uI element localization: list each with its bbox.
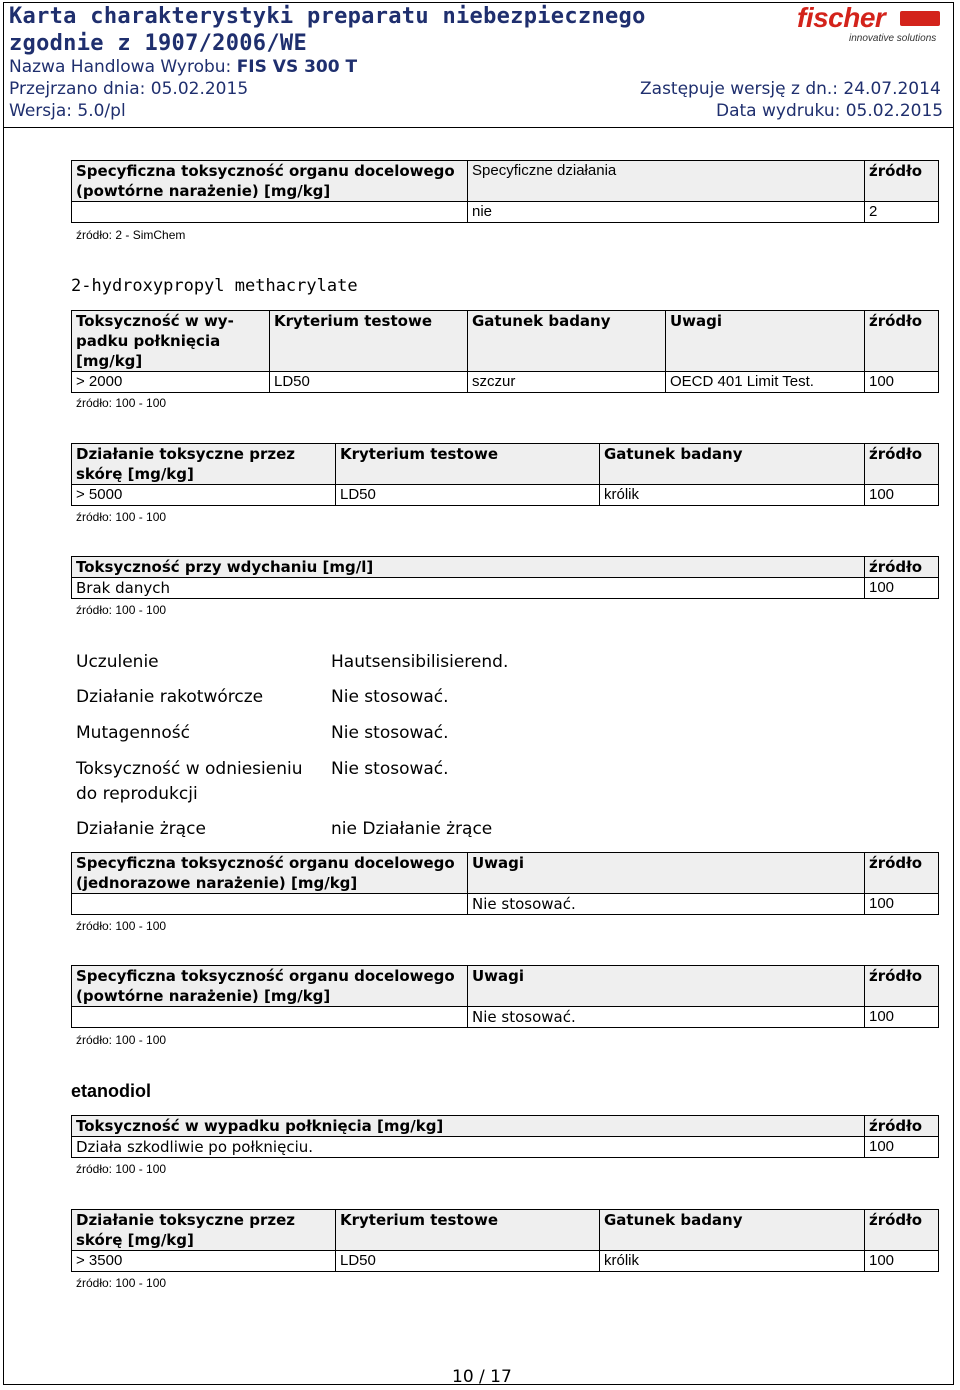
property-key: Działanie rakotwórcze xyxy=(76,687,264,707)
header-cell: Uwagi xyxy=(468,966,865,1007)
property-key: Toksyczność w odniesieniu do reprodukcji xyxy=(76,759,303,804)
print-date: Data wydruku: 05.02.2015 xyxy=(716,101,944,121)
table-cell: szczur xyxy=(468,372,666,393)
header-cell: Gatunek badany xyxy=(600,1210,865,1251)
table-cell xyxy=(72,894,468,915)
trade-name-label: Nazwa Handlowa Wyrobu: xyxy=(9,57,237,77)
table-cell xyxy=(72,202,468,223)
header-divider xyxy=(3,127,954,128)
header-cell: Kryterium testowe xyxy=(336,444,600,485)
table-cell: 100 xyxy=(865,1251,939,1272)
property-key: Działanie żrące xyxy=(76,819,206,839)
source-note: źródło: 2 - SimChem xyxy=(76,228,186,242)
inhalation-toxicity-table xyxy=(71,556,939,599)
header-cell: źródło xyxy=(865,1116,939,1137)
table-cell: LD50 xyxy=(270,372,468,393)
supersedes-date: Zastępuje wersję z dn.: 24.07.2014 xyxy=(640,79,941,99)
fischer-badge-icon xyxy=(900,11,940,26)
table-header-row xyxy=(72,444,939,485)
source-note: źródło: 100 - 100 xyxy=(76,1033,167,1047)
table-header-row xyxy=(72,1210,939,1251)
stot-repeat-top-table xyxy=(71,160,939,223)
table-cell: LD50 xyxy=(336,1251,600,1272)
table-header-row xyxy=(72,161,939,202)
header-cell: źródło xyxy=(865,557,939,578)
document-title: Karta charakterystyki preparatu niebezpiecznego xyxy=(9,4,646,29)
table-cell: 100 xyxy=(865,1007,939,1028)
header-cell: Specyficzna toksyczność organu docelowego (powtórne narażenie) [mg/kg] xyxy=(72,161,468,202)
header-cell: Toksyczność w wypadku połknięcia [mg/kg] xyxy=(72,1116,865,1137)
header-cell: Uwagi xyxy=(666,311,865,372)
table-cell: 100 xyxy=(865,578,939,599)
table-cell: > 3500 xyxy=(72,1251,336,1272)
dermal-toxicity-table-2 xyxy=(71,1209,939,1272)
header-cell: Gatunek badany xyxy=(468,311,666,372)
table-row xyxy=(72,372,939,393)
source-note: źródło: 100 - 100 xyxy=(76,510,167,524)
property-value: Nie stosować. xyxy=(331,723,449,743)
table-row xyxy=(72,894,939,915)
property-value: Nie stosować. xyxy=(331,687,449,707)
substance-name: etanodiol xyxy=(71,1081,151,1101)
table-row xyxy=(72,485,939,506)
table-row xyxy=(72,1251,939,1272)
table-cell: 100 xyxy=(865,372,939,393)
source-note: źródło: 100 - 100 xyxy=(76,396,167,410)
table-header-row xyxy=(72,966,939,1007)
table-cell: królik xyxy=(600,1251,865,1272)
table-cell: LD50 xyxy=(336,485,600,506)
header-cell: Toksyczność przy wdychaniu [mg/l] xyxy=(72,557,865,578)
source-note: źródło: 100 - 100 xyxy=(76,1276,167,1290)
header-cell: źródło xyxy=(865,853,939,894)
table-cell: Brak danych xyxy=(72,578,865,599)
table-cell: 2 xyxy=(865,202,939,223)
header-cell: Kryterium testowe xyxy=(336,1210,600,1251)
fischer-logo: fischer xyxy=(797,2,886,33)
table-row xyxy=(72,1137,939,1158)
table-row xyxy=(72,578,939,599)
header-cell: Toksyczność w wy-padku połknięcia [mg/kg] xyxy=(72,311,270,372)
table-header-row xyxy=(72,311,939,372)
table-cell: królik xyxy=(600,485,865,506)
table-cell: 100 xyxy=(865,1137,939,1158)
table-cell: Działa szkodliwie po połknięciu. xyxy=(72,1137,865,1158)
table-cell xyxy=(72,1007,468,1028)
table-cell: nie xyxy=(468,202,865,223)
header-cell: Specyficzne działania xyxy=(468,161,865,202)
oral-toxicity-table xyxy=(71,310,939,393)
table-cell: OECD 401 Limit Test. xyxy=(666,372,865,393)
property-value: Nie stosować. xyxy=(331,759,449,779)
source-note: źródło: 100 - 100 xyxy=(76,603,167,617)
page-number: 10 / 17 xyxy=(452,1367,512,1387)
trade-name-value: FIS VS 300 T xyxy=(236,57,358,77)
table-header-row xyxy=(72,853,939,894)
table-cell: > 2000 xyxy=(72,372,270,393)
substance-name: 2-hydroxypropyl methacrylate xyxy=(71,276,358,296)
header-cell: Gatunek badany xyxy=(600,444,865,485)
oral-toxicity-table-2 xyxy=(71,1115,939,1158)
property-key: Mutagenność xyxy=(76,723,190,743)
table-header-row xyxy=(72,1116,939,1137)
table-header-row xyxy=(72,557,939,578)
trade-name xyxy=(9,57,357,77)
revised-date: Przejrzano dnia: 05.02.2015 xyxy=(9,79,249,99)
stot-single-table xyxy=(71,852,939,915)
property-value: nie Działanie żrące xyxy=(331,819,493,839)
stot-repeat-table xyxy=(71,965,939,1028)
header-cell: Uwagi xyxy=(468,853,865,894)
version: Wersja: 5.0/pl xyxy=(9,101,126,121)
header-cell: Specyficzna toksyczność organu docelowego (powtórne narażenie) [mg/kg] xyxy=(72,966,468,1007)
table-cell: Nie stosować. xyxy=(468,894,865,915)
table-cell: Nie stosować. xyxy=(468,1007,865,1028)
table-row xyxy=(72,202,939,223)
header-cell: źródło xyxy=(865,966,939,1007)
table-row xyxy=(72,1007,939,1028)
header-cell: źródło xyxy=(865,311,939,372)
logo-tagline: innovative solutions xyxy=(849,33,937,44)
property-key: Uczulenie xyxy=(76,652,159,672)
table-cell: 100 xyxy=(865,485,939,506)
property-value: Hautsensibilisierend. xyxy=(331,652,509,672)
table-cell: 100 xyxy=(865,894,939,915)
source-note: źródło: 100 - 100 xyxy=(76,919,167,933)
header-cell: źródło xyxy=(865,161,939,202)
header-cell: źródło xyxy=(865,444,939,485)
source-note: źródło: 100 - 100 xyxy=(76,1162,167,1176)
header-cell: Działanie toksyczne przez skórę [mg/kg] xyxy=(72,444,336,485)
dermal-toxicity-table xyxy=(71,443,939,506)
table-cell: > 5000 xyxy=(72,485,336,506)
header-cell: źródło xyxy=(865,1210,939,1251)
header-cell: Kryterium testowe xyxy=(270,311,468,372)
header-cell: Działanie toksyczne przez skórę [mg/kg] xyxy=(72,1210,336,1251)
header-cell: Specyficzna toksyczność organu docelowego (jednorazowe narażenie) [mg/kg] xyxy=(72,853,468,894)
regulation-title: zgodnie z 1907/2006/WE xyxy=(9,31,307,56)
